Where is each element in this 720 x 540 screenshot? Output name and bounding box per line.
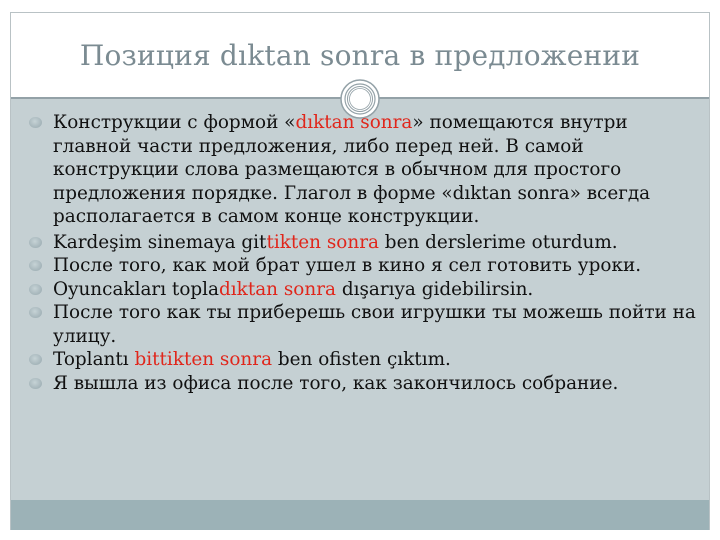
round-bullet-icon [29, 307, 42, 318]
bullet-text: Я вышла из офиса после того, как закончилось собрание. [53, 372, 619, 394]
highlighted-text: dıktan sonra [219, 278, 336, 300]
bullet-item [29, 254, 699, 278]
round-bullet-icon [29, 260, 42, 271]
bullet-text: Toplantı [53, 349, 135, 370]
round-bullet-icon [29, 237, 42, 248]
highlighted-text: tikten sonra [266, 231, 379, 253]
bullet-text: После того, как мой брат ушел в кино я сел готовить уроки. [53, 255, 642, 276]
footer-bar [11, 500, 709, 530]
bullet-item [29, 111, 699, 229]
bullet-item [29, 372, 699, 396]
bullet-text: Конструкции с формой « [53, 112, 296, 133]
slide-title: Позиция dıktan sonra в предложении [79, 39, 641, 72]
highlighted-text: bittikten sonra [134, 349, 273, 370]
bullet-text: Kardeşim sinemaya git [53, 231, 267, 253]
bullet-list [29, 111, 699, 395]
bullet-text: » помещаются внутри главной части предложения, либо перед ней. В самой конструкции слова размещаются в обычном для простого предложения порядке. Глагол в форме «dıktan sonra» всегда располагается в самом конце конструкции. [53, 112, 651, 227]
bullet-text: ben ofisten çıktım. [272, 349, 451, 370]
bullet-item [29, 301, 699, 348]
round-bullet-icon [29, 284, 42, 295]
bullet-text: dışarıya gidebilirsin. [335, 278, 534, 300]
highlighted-text: dıktan sonra [295, 112, 413, 133]
round-bullet-icon [29, 354, 42, 365]
bullet-text: Oyuncakları topla [53, 278, 220, 300]
bullet-text: ben derslerime oturdum. [378, 231, 618, 253]
bullet-item [29, 278, 699, 302]
bullet-item [29, 231, 699, 255]
bullet-text: После того как ты приберешь свои игрушки ты можешь пойти на улицу. [53, 302, 696, 347]
bullet-item [29, 348, 699, 372]
round-bullet-icon [29, 378, 42, 389]
round-bullet-icon [29, 117, 42, 128]
